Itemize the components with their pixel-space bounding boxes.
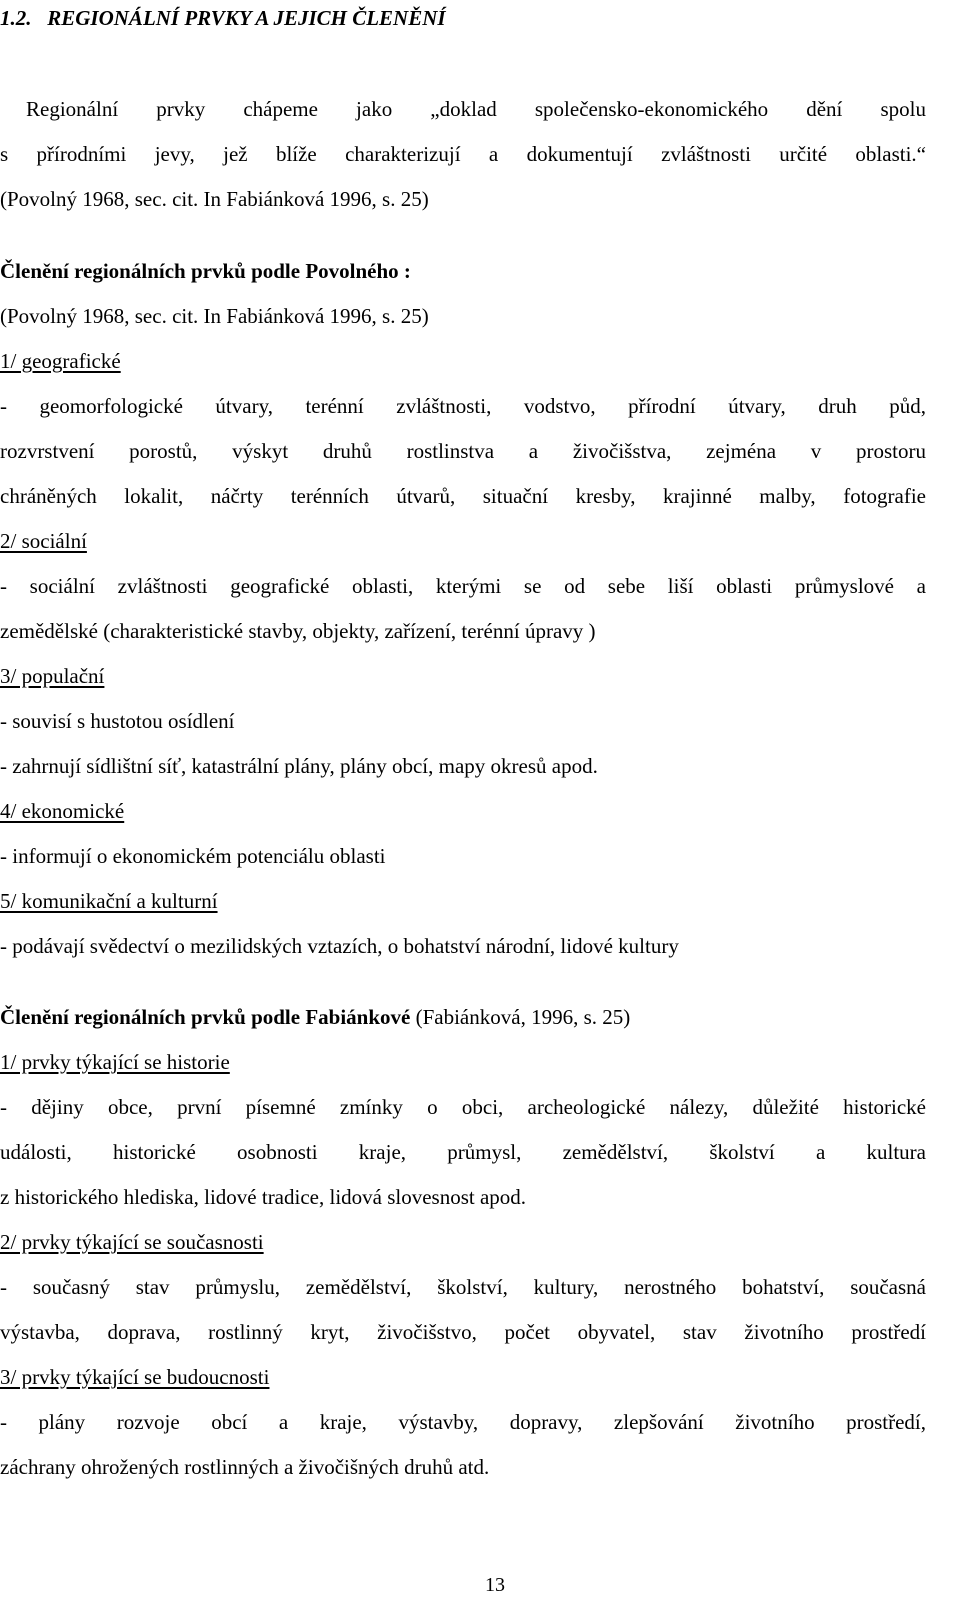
fabiankova-heading-bold: Členění regionálních prvků podle Fabiánkové [0,1005,411,1029]
geo-title-text: 1/ geografické [0,349,121,373]
geo-line-2: rozvrstvení porostů, výskyt druhů rostlinstva a živočišstva, zejména v prostoru [0,439,926,463]
bud-title-text: 3/ prvky týkající se budoucnosti [0,1365,270,1389]
soc-title-text: 2/ sociální [0,529,87,553]
soc-line-1: - sociální zvláštnosti geografické oblasti, kterými se od sebe liší oblasti průmyslové a [0,574,926,598]
page-number: 13 [485,1574,505,1596]
geo-title [0,349,926,373]
intro-line-3: (Povolný 1968, sec. cit. In Fabiánková 1996, s. 25) [0,187,429,211]
section-number: 1.2. [0,6,32,30]
hist-title [0,1050,926,1074]
geo-line-1: - geomorfologické útvary, terénní zvláštnosti, vodstvo, přírodní útvary, druh půd, [0,394,926,418]
kom-line-1: - podávají svědectví o mezilidských vztazích, o bohatství národní, lidové kultury [0,934,679,958]
section-title: REGIONÁLNÍ PRVKY A JEJICH ČLENĚNÍ [47,6,446,30]
souc-title-text: 2/ prvky týkající se současnosti [0,1230,264,1254]
geo-line-3: chráněných lokalit, náčrty terénních útvarů, situační kresby, krajinné malby, fotografie [0,484,926,508]
kom-title-text: 5/ komunikační a kulturní [0,889,218,913]
soc-title [0,529,926,553]
intro-line-1: Regionální prvky chápeme jako „doklad společensko-ekonomického dění spolu [26,97,926,121]
povolny-heading: Členění regionálních prvků podle Povolného : [0,259,411,283]
pop-title-text: 3/ populační [0,664,105,688]
hist-line-3: z historického hlediska, lidové tradice, lidová slovesnost apod. [0,1185,527,1209]
souc-title [0,1230,926,1254]
pop-line-1: - souvisí s hustotou osídlení [0,709,235,733]
souc-line-2: výstavba, doprava, rostlinný kryt, živočišstvo, počet obyvatel, stav životního prostředí [0,1320,926,1344]
eko-line-1: - informují o ekonomickém potenciálu oblasti [0,844,386,868]
hist-line-2: události, historické osobnosti kraje, průmysl, zemědělství, školství a kultura [0,1140,926,1164]
bud-title [0,1365,926,1389]
hist-line-1: - dějiny obce, první písemné zmínky o obci, archeologické nálezy, důležité historické [0,1095,926,1119]
eko-title [0,799,926,823]
kom-title [0,889,926,913]
souc-line-1: - současný stav průmyslu, zemědělství, školství, kultury, nerostného bohatství, současná [0,1275,926,1299]
pop-line-2: - zahrnují sídlištní síť, katastrální plány, plány obcí, mapy okresů apod. [0,754,598,778]
bud-line-2: záchrany ohrožených rostlinných a živočišných druhů atd. [0,1455,490,1479]
section-heading [0,6,926,30]
pop-title [0,664,926,688]
eko-title-text: 4/ ekonomické [0,799,125,823]
hist-title-text: 1/ prvky týkající se historie [0,1050,230,1074]
fabiankova-heading [0,1005,926,1029]
fabiankova-heading-citation: (Fabiánková, 1996, s. 25) [410,1005,631,1029]
povolny-citation: (Povolný 1968, sec. cit. In Fabiánková 1996, s. 25) [0,304,429,328]
intro-line-2: s přírodními jevy, jež blíže charakterizují a dokumentují zvláštnosti určité oblasti.“ [0,142,926,166]
soc-line-2: zemědělské (charakteristické stavby, objekty, zařízení, terénní úpravy ) [0,619,596,643]
bud-line-1: - plány rozvoje obcí a kraje, výstavby, dopravy, zlepšování životního prostředí, [0,1410,926,1434]
